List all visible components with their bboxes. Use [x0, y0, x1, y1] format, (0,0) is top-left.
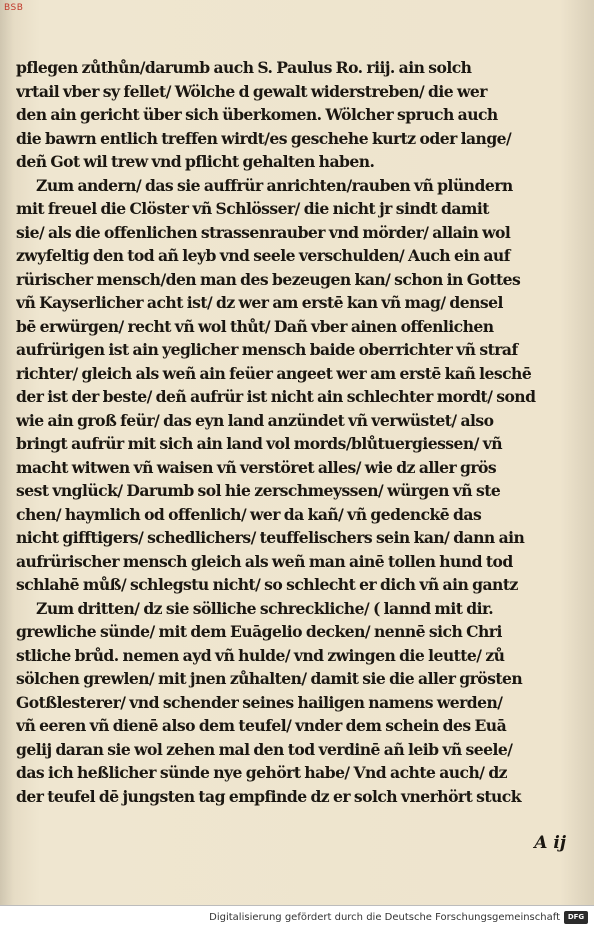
text-line: deñ Got wil trew vnd pflicht gehalten haben.	[16, 152, 375, 171]
text-line: vrtail vber sy fellet/ Wölche d gewalt widerstreben/ die wer	[16, 81, 487, 101]
text-line: der teufel dē jungsten tag empfinde dz er solch vnerhört stuck	[16, 786, 522, 806]
text-line: Zum andern/ das sie auffrür anrichten/rauben vñ plündern	[36, 175, 513, 195]
text-line: stliche brůd. nemen ayd vñ hulde/ vnd zwingen die leutte/ zů	[16, 645, 505, 665]
text-line: das ich heßlicher sünde nye gehört habe/ Vnd achte auch/ dz	[16, 763, 507, 782]
text-line: gelij daran sie wol zehen mal den tod verdinē añ leib vñ seele/	[16, 739, 513, 759]
text-line: chen/ haymlich od offenlich/ wer da kañ/ vñ gedenckē das	[16, 504, 482, 524]
text-line: wie ain groß feür/ das eyn land anzündet vñ verwüstet/ also	[16, 410, 494, 430]
text-line: rürischer mensch/den man des bezeugen kan/ schon in Gottes	[16, 269, 521, 289]
text-line: pflegen zůthůn/darumb auch S. Paulus Ro. riij. ain solch	[16, 58, 472, 77]
text-line: sölchen grewlen/ mit jnen zůhalten/ damit sie die aller grösten	[16, 669, 523, 688]
text-line: sest vnglück/ Darumb sol hie zerschmeyssen/ würgen vñ ste	[16, 481, 501, 500]
text-line: Gotßlesterer/ vnd schender seines hailigen namens werden/	[16, 692, 503, 712]
library-mark: BSB	[4, 3, 24, 13]
text-line: mit freuel die Clöster vñ Schlösser/ die nicht jr sindt damit	[16, 199, 489, 218]
text-line: den ain gericht über sich überkomen. Wölcher spruch auch	[16, 105, 498, 124]
footer-credit: Digitalisierung gefördert durch die Deutsche Forschungsgemeinschaft	[209, 912, 560, 923]
signature-mark: A ij	[534, 833, 566, 853]
text-line: aufrürigen ist ain yeglicher mensch baide oberrichter vñ straf	[16, 340, 518, 359]
text-line: vñ Kayserlicher acht ist/ dz wer am erstē kan vñ mag/ densel	[16, 293, 503, 312]
footer-bar	[0, 905, 594, 930]
text-line: grewliche sünde/ mit dem Euāgelio decken/ nennē sich Chri	[16, 622, 502, 641]
text-line: die bawrn entlich treffen wirdt/es geschehe kurtz oder lange/	[16, 128, 512, 148]
text-line: nicht gifftigers/ schedlichers/ teuffelischers sein kan/ dann ain	[16, 528, 525, 547]
body-text	[16, 56, 588, 808]
text-line: aufrürischer mensch gleich als weñ man ainē tollen hund tod	[16, 551, 513, 571]
text-line: zwyfeltig den tod añ leyb vnd seele verschulden/ Auch ein auf	[16, 246, 510, 265]
text-line: bringt aufrür mit sich ain land vol mords/blůtuergiessen/ vñ	[16, 434, 503, 453]
text-line: bē erwürgen/ recht vñ wol thůt/ Dañ vber ainen offenlichen	[16, 316, 494, 336]
text-line: vñ eeren vñ dienē also dem teufel/ vnder dem schein des Euā	[16, 716, 507, 735]
text-line: macht witwen vñ waisen vñ verstöret alles/ wie dz aller grös	[16, 457, 497, 477]
dfg-logo-icon: DFG	[564, 911, 588, 924]
text-line: richter/ gleich als weñ ain feüer angeet wer am erstē kañ leschē	[16, 363, 532, 383]
text-line: der ist der beste/ deñ aufrür ist nicht ain schlechter mordt/ sond	[16, 387, 536, 406]
text-line: schlahē můß/ schlegstu nicht/ so schlecht er dich vñ ain gantz	[16, 575, 518, 594]
text-line: Zum dritten/ dz sie sölliche schreckliche/ ( lannd mit dir.	[36, 598, 494, 618]
text-line: sie/ als die offenlichen strassenrauber vnd mörder/ allain wol	[16, 222, 511, 242]
